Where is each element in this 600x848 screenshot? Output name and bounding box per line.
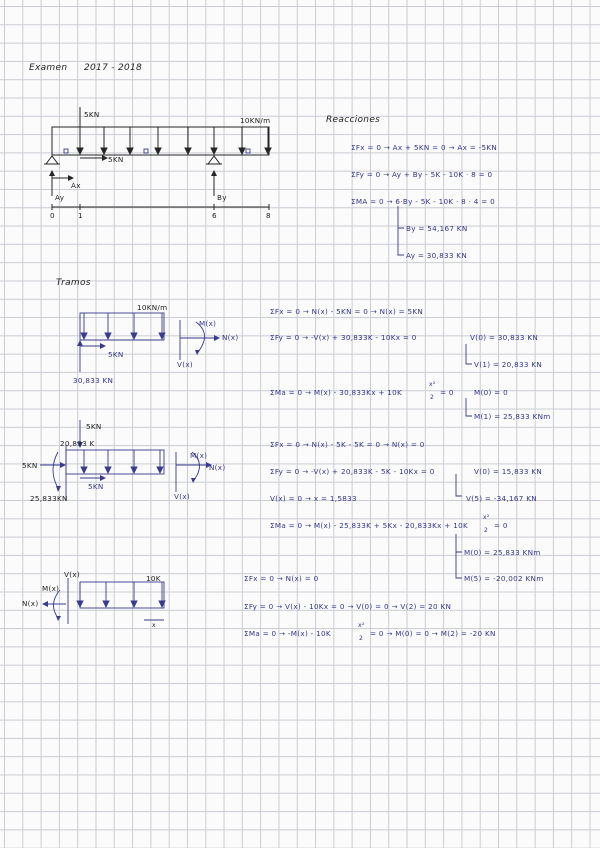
dim-1: 1 bbox=[78, 211, 83, 220]
s2-h-load: 5KN bbox=[88, 482, 104, 491]
s1-eq-m-den: 2 bbox=[430, 394, 435, 401]
s2-eq-fx: ΣFx = 0 → N(x) - 5K - 5K = 0 → N(x) = 0 bbox=[270, 440, 425, 449]
s2-res-v5: V(5) = -34,167 KN bbox=[466, 494, 537, 503]
s2-m-left: 25,833KN bbox=[30, 494, 68, 503]
s2-v-load: 20,833 K bbox=[60, 439, 95, 448]
reaction-eq-fy: ΣFy = 0 → Ay + By - 5K - 10K · 8 = 0 bbox=[351, 170, 493, 179]
s3-eq-m-part2: = 0 → M(0) = 0 → M(2) = -20 KN bbox=[370, 629, 496, 638]
s1-v-load: 30,833 KN bbox=[73, 376, 114, 385]
s3-m-label: M(x) bbox=[42, 584, 60, 593]
s2-v-label: V(x) bbox=[174, 492, 190, 501]
s1-n-label: N(x) bbox=[222, 333, 239, 342]
s2-eq-m-num: x² bbox=[483, 514, 490, 521]
s1-m-label: M(x) bbox=[199, 319, 217, 328]
s3-n-label: N(x) bbox=[22, 599, 39, 608]
s3-v-label: V(x) bbox=[64, 570, 80, 579]
s2-res-m5: M(5) = -20,002 KNm bbox=[464, 574, 544, 583]
reaction-result-by: By = 54,167 KN bbox=[406, 224, 468, 233]
beam-dist-load: 10KN/m bbox=[240, 116, 271, 125]
s2-eq-fy: ΣFy = 0 → -V(x) + 20,833K - 5K - 10Kx = 0 bbox=[270, 467, 435, 476]
s3-eq-fy: ΣFy = 0 → V(x) - 10Kx = 0 → V(0) = 0 → V(2) = 20 KN bbox=[244, 602, 452, 611]
s2-n-label: N(x) bbox=[209, 463, 226, 472]
s2-res-v0: V(0) = 15,833 KN bbox=[474, 467, 543, 476]
s3-eq-m-den: 2 bbox=[359, 635, 364, 642]
s3-eq-m-part1: ΣMa = 0 → -M(x) - 10K bbox=[244, 629, 331, 638]
s2-h-left: 5KN bbox=[22, 461, 38, 470]
s3-eq-fx: ΣFx = 0 → N(x) = 0 bbox=[244, 574, 319, 583]
reactions-title: Reacciones bbox=[326, 115, 381, 125]
main-beam-diagram bbox=[44, 107, 271, 210]
s1-eq-fx: ΣFx = 0 → N(x) - 5KN = 0 → N(x) = 5KN bbox=[270, 307, 424, 316]
s3-dist-load: 10K bbox=[146, 574, 161, 583]
s3-x-label: x bbox=[152, 622, 156, 629]
dim-6: 6 bbox=[212, 211, 217, 220]
beam-horizontal-load: 5KN bbox=[108, 155, 124, 164]
section2-brackets bbox=[456, 344, 472, 578]
s1-eq-m-part2: = 0 bbox=[440, 388, 454, 397]
s1-dist-load: 10KN/m bbox=[137, 303, 168, 312]
s1-res-v1: V(1) = 20,833 KN bbox=[474, 360, 543, 369]
s1-eq-fy: ΣFy = 0 → -V(x) + 30,833K - 10Kx = 0 bbox=[270, 333, 417, 342]
exam-year: 2017 - 2018 bbox=[84, 63, 143, 73]
s3-eq-m-num: x² bbox=[358, 622, 365, 629]
s1-res-m1: M(1) = 25,833 KNm bbox=[474, 412, 551, 421]
s1-res-v0: V(0) = 30,833 KN bbox=[470, 333, 539, 342]
dim-8: 8 bbox=[266, 211, 271, 220]
tramos-title: Tramos bbox=[56, 278, 91, 288]
s1-h-load: 5KN bbox=[108, 350, 124, 359]
reaction-brackets bbox=[398, 206, 404, 255]
s1-eq-m-num: x² bbox=[429, 381, 436, 388]
reaction-eq-fx: ΣFx = 0 → Ax + 5KN = 0 → Ax = -5KN bbox=[351, 143, 498, 152]
s1-res-m0: M(0) = 0 bbox=[474, 388, 508, 397]
s2-res-m0: M(0) = 25,833 KNm bbox=[464, 548, 541, 557]
s2-m-label: M(x) bbox=[190, 451, 208, 460]
section2-diagram bbox=[40, 420, 212, 500]
react-by-label: By bbox=[217, 193, 227, 202]
beam-point-load: 5KN bbox=[84, 110, 100, 119]
exam-title: Examen bbox=[29, 63, 68, 73]
s2-eq-m-part2: = 0 bbox=[494, 521, 508, 530]
s2-eq-v-zero: V(x) = 0 → x = 1,5833 bbox=[270, 494, 357, 503]
react-ax-label: Ax bbox=[71, 181, 81, 190]
s2-eq-m-den: 2 bbox=[484, 527, 489, 534]
s1-v-label: V(x) bbox=[177, 360, 193, 369]
react-ay-label: Ay bbox=[55, 193, 65, 202]
reaction-eq-ma: ΣMA = 0 → 6·By - 5K - 10K · 8 · 4 = 0 bbox=[351, 197, 496, 206]
reaction-result-ay: Ay = 30,833 KN bbox=[406, 251, 467, 260]
section3-diagram bbox=[42, 578, 165, 624]
dim-0: 0 bbox=[50, 211, 55, 220]
s2-point-load: 5KN bbox=[86, 422, 102, 431]
s2-eq-m-part1: ΣMa = 0 → M(x) - 25,833K + 5Kx - 20,833Kx + 10K bbox=[270, 521, 468, 530]
s1-eq-m-part1: ΣMa = 0 → M(x) - 30,833Kx + 10K bbox=[270, 388, 402, 397]
